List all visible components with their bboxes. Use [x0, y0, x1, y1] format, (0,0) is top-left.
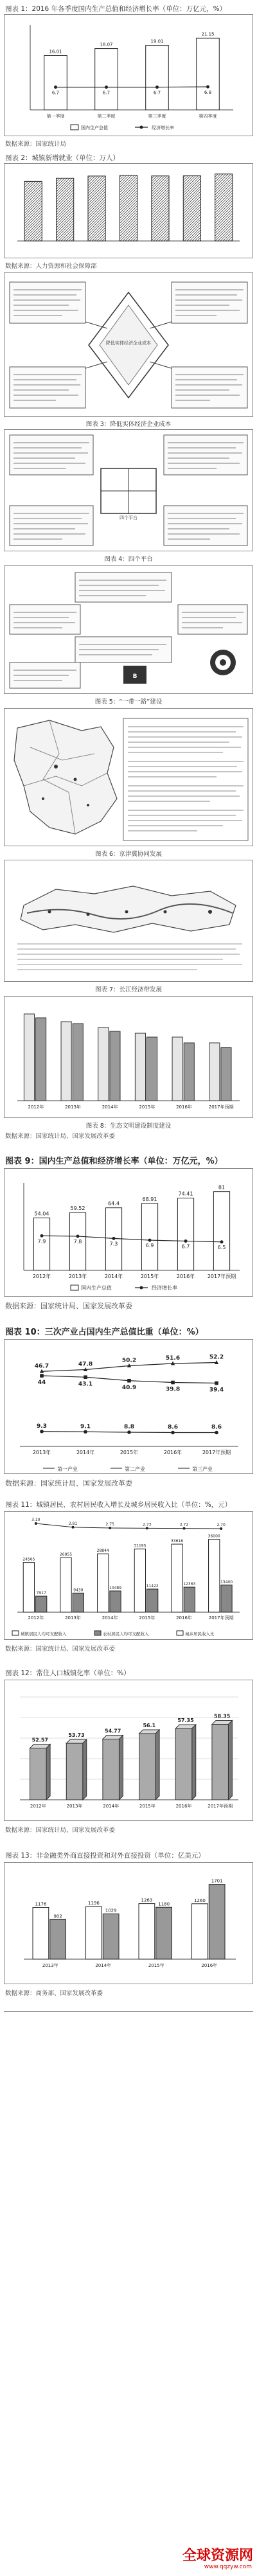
figure-2-chart: [4, 163, 253, 258]
x-tick-label: 2014年: [95, 1963, 112, 1968]
x-tick-label: 2016年: [176, 1105, 192, 1110]
bar: [88, 176, 105, 241]
bar-series-1: [98, 1554, 109, 1612]
x-tick-label: 2016年: [201, 1963, 218, 1968]
line-point: [54, 85, 57, 89]
bar-series-2: [147, 1589, 158, 1612]
line-value-label: 7.9: [37, 1238, 46, 1245]
series-line: [42, 1236, 222, 1242]
x-tick-label: 2017年预期: [202, 1450, 231, 1455]
legend-marker: [140, 126, 143, 129]
x-tick-label: 2016年: [175, 1804, 192, 1809]
bar-value-label: 31195: [134, 1543, 146, 1549]
figure-12-source: 数据来源：国家统计局、国家发展改革委: [5, 1827, 116, 1834]
x-tick-label: 2013年: [68, 1274, 87, 1279]
line-value-label: 39.8: [165, 1386, 181, 1393]
bar-value-label: 10489: [109, 1585, 122, 1590]
ratio-point: [220, 1527, 222, 1530]
x-tick-label: 2017年预期: [207, 1274, 236, 1279]
figure-11-svg: [4, 1512, 253, 1639]
bar-value-label: 9430: [73, 1588, 84, 1593]
legend-label: 第一产业: [57, 1466, 78, 1472]
x-tick-label: 2015年: [120, 1450, 139, 1455]
figure-4-svg: [4, 430, 253, 551]
line-value-label: 8.8: [124, 1424, 134, 1430]
bar: [183, 176, 200, 241]
figure-7-caption: 图表 7：长江经济带发展: [94, 986, 163, 993]
figure-6-caption: 图表 6：京津冀协同发展: [94, 851, 163, 858]
legend-label: 第三产业: [192, 1466, 213, 1472]
bar: [57, 178, 74, 241]
line-value-label: 7.3: [109, 1241, 118, 1247]
bar-value-label: 18.07: [100, 42, 113, 48]
line-point: [112, 1237, 116, 1240]
bar-value-label: 58.35: [214, 1713, 231, 1719]
bar-series-2: [103, 1914, 119, 1959]
figure-2-svg: [4, 164, 253, 258]
x-tick-label: 2015年: [139, 1105, 155, 1110]
x-tick-label: 2015年: [139, 1804, 155, 1809]
bar-value-label: 68.91: [142, 1196, 157, 1202]
figure-9-source: 数据来源：国家统计局、国家发展改革委: [5, 1302, 132, 1310]
bar: [177, 1198, 193, 1270]
x-tick-label: 2015年: [140, 1274, 159, 1279]
ratio-line: [36, 1523, 221, 1529]
x-tick-label: 2012年: [28, 1615, 44, 1621]
bar-value-label: 52.57: [31, 1737, 48, 1743]
figure-6-map: [4, 708, 253, 846]
ratio-label: 2.70: [217, 1523, 226, 1527]
bar: [213, 1192, 229, 1270]
line-value-label: 51.6: [165, 1355, 181, 1362]
legend-label: 国内生产总值: [81, 125, 108, 130]
bar-series-1: [209, 1043, 220, 1101]
figure-9-svg: [4, 1169, 253, 1296]
bar-side: [83, 1739, 87, 1800]
bar: [44, 55, 67, 110]
bar-value-label: 1701: [211, 1878, 223, 1884]
bar-side: [228, 1721, 232, 1800]
x-tick-label: 2016年: [176, 1615, 192, 1621]
legend-label: 经济增长率: [152, 1285, 177, 1291]
figure-7-map: [4, 860, 253, 982]
figure-8-chart: [4, 996, 253, 1118]
figure-3-center-label: 降低实体经济企业成本: [106, 341, 151, 346]
line-point: [127, 1379, 131, 1383]
bar-series-1: [86, 1906, 102, 1959]
bar-series-2: [221, 1048, 231, 1101]
x-tick-label: 2017年预期: [208, 1804, 233, 1809]
bar: [141, 1204, 157, 1270]
figure-13-chart: [4, 1862, 253, 1984]
x-tick-label: 2012年: [30, 1804, 46, 1809]
bar: [30, 1748, 46, 1800]
figure-10-caption: 图表 10：三次产业占国内生产总值比重（单位：%）: [5, 1328, 204, 1337]
bar-value-label: 33616: [170, 1539, 184, 1544]
bar-series-1: [139, 1904, 155, 1959]
legend-label: 经济增长率: [152, 125, 174, 130]
bar-value-label: 53.73: [68, 1732, 85, 1739]
ratio-label: 2.73: [143, 1522, 152, 1527]
ratio-point: [72, 1526, 75, 1529]
line-value-label: 6.7: [51, 90, 60, 96]
bar-value-label: 54.04: [34, 1211, 49, 1217]
figure-11-caption: 图表 11：城镇居民、农村居民收入增长及城乡居民收入比（单位：%，元）: [5, 1501, 232, 1509]
bar-value-label: 1029: [105, 1908, 117, 1914]
figure-3-caption: 图表 3：降低实体经济企业成本: [85, 421, 172, 428]
x-tick-label: 2012年: [28, 1105, 44, 1110]
x-tick-label: 2014年: [102, 1615, 118, 1621]
line-point: [215, 1431, 218, 1435]
bar-side: [46, 1745, 50, 1800]
figure-12-chart: [4, 1680, 253, 1821]
figure-2-source: 数据来源：人力资源和社会保障部: [5, 263, 97, 270]
legend-label: 农村居民人均可支配收入: [103, 1631, 149, 1637]
bar-series-1: [60, 1558, 71, 1612]
bar-series-1: [134, 1549, 145, 1612]
bar: [139, 1734, 156, 1800]
bar-series-1: [24, 1014, 34, 1101]
x-tick-label: 2016年: [176, 1274, 195, 1279]
bar-value-label: 36000: [208, 1534, 220, 1539]
line-value-label: 9.3: [37, 1423, 47, 1430]
figure-9-caption: 图表 9：国内生产总值和经济增长率（单位：万亿元，%）: [5, 1157, 223, 1166]
bar-value-label: 64.4: [108, 1200, 120, 1207]
line-point: [76, 1234, 80, 1238]
x-tick-label: 2015年: [139, 1615, 155, 1621]
figure-10-chart: [4, 1339, 253, 1474]
line-point: [220, 1240, 224, 1243]
bar: [197, 38, 220, 110]
bar-value-label: 1263: [141, 1897, 153, 1903]
line-value-label: 39.4: [209, 1387, 224, 1394]
line-value-label: 6.9: [145, 1243, 154, 1249]
x-tick-label: 第一季度: [46, 114, 65, 119]
ratio-point: [183, 1527, 186, 1530]
line-value-label: 8.6: [211, 1424, 222, 1431]
bar-value-label: 13400: [220, 1579, 233, 1585]
bar-series-2: [73, 1024, 83, 1101]
line-value-label: 6.7: [181, 1243, 190, 1250]
bar-series-2: [110, 1031, 120, 1101]
bar: [215, 174, 233, 241]
line-value-label: 6.8: [204, 90, 212, 96]
line-value-label: 8.6: [168, 1424, 178, 1431]
figure-10-source: 数据来源：国家统计局、国家发展改革委: [5, 1479, 132, 1488]
line-point: [40, 1430, 44, 1434]
bar-value-label: 56.1: [143, 1722, 156, 1728]
bar-series-1: [33, 1908, 49, 1959]
x-tick-label: 2013年: [32, 1450, 51, 1455]
line-value-label: 7.8: [73, 1238, 82, 1245]
figure-10-svg: [4, 1340, 253, 1473]
figure-4-caption: 图表 4：四个平台: [104, 556, 153, 563]
x-tick-label: 2017年预期: [208, 1615, 234, 1621]
watermark-url: www.qqzyw.com: [204, 2564, 252, 2570]
ratio-point: [35, 1522, 37, 1525]
bar-series-1: [23, 1563, 34, 1612]
figure-8-source: 数据来源：国家统计局、国家发展改革委: [5, 1133, 116, 1140]
line-value-label: 52.2: [209, 1354, 224, 1361]
bar-value-label: 74.41: [178, 1191, 193, 1197]
x-tick-label: 2014年: [103, 1804, 120, 1809]
bar-series-1: [192, 1904, 208, 1959]
line-value-label: 50.2: [121, 1357, 137, 1364]
x-tick-label: 2014年: [104, 1274, 123, 1279]
bar-value-label: 1196: [87, 1901, 100, 1906]
bar-value-label: 1260: [193, 1897, 206, 1903]
bar-series-2: [184, 1043, 194, 1101]
line-point: [171, 1431, 175, 1435]
figure-6-svg: [4, 709, 253, 846]
bar: [103, 1739, 120, 1800]
bar-series-1: [209, 1540, 220, 1612]
bar-value-label: 54.77: [105, 1728, 121, 1734]
watermark-logo: 全球资源网: [182, 2548, 253, 2564]
bar-series-1: [61, 1022, 71, 1101]
bar-value-label: 1176: [35, 1901, 47, 1907]
bar-side: [119, 1735, 123, 1800]
bar-series-2: [36, 1596, 47, 1612]
x-tick-label: 2013年: [42, 1963, 58, 1968]
x-tick-label: 2014年: [102, 1105, 118, 1110]
line-value-label: 46.7: [34, 1363, 49, 1370]
legend-swatch: [177, 1631, 183, 1635]
figure-3-diagram: [4, 272, 253, 417]
figure-11-chart: [4, 1511, 253, 1640]
line-value-label: 44: [37, 1380, 46, 1386]
bar-series-1: [172, 1037, 182, 1101]
line-point: [184, 1239, 188, 1243]
line-value-label: 6.7: [153, 90, 161, 96]
x-tick-label: 2013年: [65, 1105, 81, 1110]
line-point: [84, 1375, 87, 1379]
bar-value-label: 902: [53, 1914, 62, 1919]
figure-12-svg: [4, 1680, 253, 1820]
bar-side: [192, 1725, 196, 1800]
bar-series-2: [221, 1585, 232, 1612]
legend-label: 第二产业: [125, 1466, 145, 1472]
figure-1-source: 数据来源：国家统计局: [5, 141, 67, 148]
legend-label: 城镇居民人均可支配收入: [21, 1631, 67, 1637]
bar-value-label: 7917: [36, 1591, 46, 1596]
line-point: [155, 85, 159, 89]
bar-series-2: [184, 1587, 195, 1612]
figure-12-caption: 图表 12：常住人口城镇化率（单位：%）: [5, 1669, 130, 1677]
figure-9-chart: [4, 1168, 253, 1297]
ratio-label: 3.10: [31, 1518, 40, 1522]
x-tick-label: 第三季度: [148, 114, 166, 119]
line-point: [171, 1381, 175, 1385]
ratio-point: [109, 1527, 111, 1529]
line-point: [40, 1374, 44, 1378]
bar-value-label: 11422: [146, 1584, 159, 1589]
x-tick-label: 2017年预期: [208, 1105, 234, 1110]
line-value-label: 9.1: [80, 1423, 91, 1430]
line-value-label: 43.1: [78, 1381, 93, 1388]
bar-series-2: [110, 1591, 121, 1612]
figure-4-diagram: [4, 429, 253, 551]
figure-5-caption: 图表 5：“一带一路”建设: [94, 698, 163, 706]
line-point: [105, 85, 108, 89]
x-tick-label: 2012年: [32, 1274, 51, 1279]
figure-1-caption: 图表 1：2016 年各季度国内生产总值和经济增长率（单位：万亿元，%）: [5, 5, 227, 13]
line-value-label: 6.7: [102, 90, 111, 96]
x-tick-label: 2016年: [163, 1450, 182, 1455]
bar-value-label: 28844: [96, 1549, 109, 1554]
bar-side: [155, 1730, 159, 1800]
x-tick-label: 第二季度: [97, 114, 116, 119]
legend-marker: [140, 1286, 143, 1290]
bar-series-2: [36, 1018, 46, 1101]
bar-value-label: 57.35: [177, 1717, 194, 1723]
figure-1-chart: [4, 14, 253, 136]
ratio-point: [146, 1527, 148, 1529]
bar: [146, 46, 169, 110]
ratio-label: 2.75: [105, 1522, 114, 1527]
figure-13-svg: [4, 1863, 253, 1984]
bar: [66, 1743, 83, 1800]
line-point: [148, 1239, 152, 1242]
figure-13-caption: 图表 13：非金融类外商直接投资和对外直接投资（单位：亿美元）: [5, 1852, 205, 1860]
line-value-label: 6.5: [217, 1244, 226, 1250]
figure-13-source: 数据来源：商务部、国家发展改革委: [5, 1990, 103, 1997]
bar: [175, 1728, 192, 1800]
bar-series-2: [156, 1907, 172, 1959]
bar-series-1: [172, 1544, 182, 1612]
bar-value-label: 21.15: [201, 31, 215, 37]
x-tick-label: 2015年: [148, 1963, 164, 1968]
svg-text:B: B: [132, 673, 137, 680]
line-point: [206, 85, 209, 89]
bar-series-2: [50, 1919, 66, 1959]
figure-7-svg: [4, 860, 253, 981]
line-point: [215, 1381, 218, 1385]
figure-11-source: 数据来源：国家统计局、国家发展改革委: [5, 1646, 116, 1653]
figure-2-caption: 图表 2：城镇新增就业（单位：万人）: [5, 154, 120, 162]
ratio-label: 2.72: [179, 1522, 189, 1527]
bar-value-label: 19.01: [150, 39, 164, 44]
line-point: [84, 1430, 87, 1434]
bar-series-1: [135, 1033, 145, 1101]
legend-label: 国内生产总值: [81, 1285, 112, 1291]
bar: [152, 176, 169, 241]
bar-value-label: 59.52: [70, 1205, 85, 1212]
bar-value-label: 81: [218, 1184, 226, 1191]
bar-series-2: [147, 1037, 157, 1101]
figure-8-svg: [4, 997, 253, 1117]
ratio-label: 2.81: [68, 1521, 78, 1526]
line-value-label: 40.9: [121, 1384, 137, 1391]
bar: [24, 181, 42, 241]
figure-1-svg: [4, 15, 253, 136]
x-tick-label: 2013年: [66, 1804, 83, 1809]
legend-swatch: [94, 1631, 101, 1635]
legend-swatch-bar: [71, 125, 78, 130]
bar-series-1: [98, 1027, 109, 1101]
figure-5-diagram: [4, 565, 253, 694]
bar-series-2: [209, 1885, 225, 1959]
figure-5-svg: [4, 566, 253, 693]
legend-swatch-bar: [71, 1285, 78, 1290]
end-rule: [4, 2011, 253, 2012]
bar: [120, 175, 137, 241]
x-tick-label: 2014年: [76, 1450, 95, 1455]
line-value-label: 47.8: [78, 1361, 93, 1368]
bar: [95, 49, 118, 110]
line-point: [127, 1430, 131, 1434]
x-tick-label: 第四季度: [199, 114, 217, 119]
bar: [212, 1725, 229, 1800]
bar-value-label: 24565: [22, 1557, 35, 1562]
legend-swatch: [12, 1631, 19, 1635]
legend-label: 城乡居民收入比: [185, 1631, 215, 1637]
x-tick-label: 2013年: [65, 1615, 81, 1621]
bar-value-label: 1180: [158, 1901, 170, 1907]
line-point: [40, 1234, 44, 1238]
bar-value-label: 26955: [59, 1552, 73, 1558]
bar-value-label: 16.01: [49, 49, 62, 55]
figure-4-center-label: 四个平台: [120, 515, 137, 520]
bar-series-2: [73, 1593, 84, 1612]
figure-8-caption: 图表 8：生态文明建设制度建设: [85, 1123, 172, 1130]
bar-value-label: 12363: [183, 1582, 196, 1587]
